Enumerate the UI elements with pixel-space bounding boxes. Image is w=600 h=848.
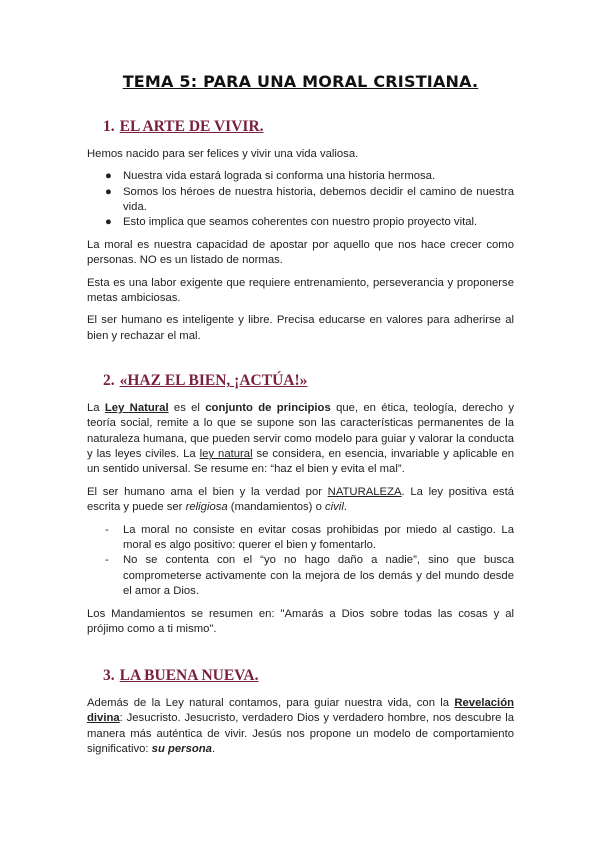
section-2-dash-list <box>87 523 514 600</box>
text-run: (mandamientos) o <box>227 501 325 514</box>
section-1-number: 1. <box>103 118 115 136</box>
section-3-number: 3. <box>103 667 115 685</box>
text-run: es el <box>168 401 206 414</box>
list-item-text: Nuestra vida estará lograda si conforma una historia hermosa. <box>123 170 436 183</box>
section-1-bullet-list <box>87 169 514 231</box>
section-1-title: EL ARTE DE VIVIR. <box>119 118 264 136</box>
dash-icon: - <box>105 523 109 536</box>
text-run: . La ley positiva está escrita y puede ser <box>87 485 514 514</box>
text-run: se considera, en esencia, invariable y aplicable en un sentido universal. Se resume en: “haz el bien y evita el mal”. <box>87 447 515 476</box>
section-1-intro: Hemos nacido para ser felices y vivir una vida valiosa. <box>87 147 359 160</box>
bullet-icon: ● <box>105 216 112 229</box>
list-item <box>87 215 514 230</box>
document-page <box>87 74 514 764</box>
list-item-text: No se contenta con el “yo no hago daño a nadie”, sino que busca comprometerse activamente con la mejora de los demás y del mundo desde el amor a Dios. <box>123 554 514 598</box>
term-conjunto-de-principios: conjunto de principios <box>205 401 331 414</box>
section-3-heading <box>87 668 514 683</box>
term-religiosa: religiosa <box>185 501 228 514</box>
section-1-heading <box>87 119 514 134</box>
list-item <box>87 553 514 599</box>
section-2-heading <box>87 373 514 388</box>
list-item <box>87 169 514 184</box>
term-ley-natural-lower: ley natural <box>199 447 253 460</box>
text-run: La <box>87 401 105 414</box>
text-run: que, en ética, teología, derecho y teoría social, remite a lo que se supone son las características permanentes de la naturaleza humana, que pueden servir como modelo para guiar y valorar la conducta y las leyes civiles. La <box>87 401 514 460</box>
section-1-paragraph-ser-humano: El ser humano es inteligente y libre. Precisa educarse en valores para adherirse al bien y rechazar el mal. <box>87 314 514 342</box>
list-item-text: La moral no consiste en evitar cosas prohibidas por miedo al castigo. La moral es algo positivo: querer el bien y fomentarlo. <box>123 523 514 551</box>
term-ley-natural: Ley Natural <box>104 401 169 414</box>
section-1-paragraph-moral: La moral es nuestra capacidad de apostar por aquello que nos hace crecer como personas. NO es un listado de normas. <box>87 238 514 267</box>
section-2-paragraph-ley-natural <box>87 401 514 478</box>
dash-icon: - <box>105 554 109 567</box>
text-run: Además de la Ley natural contamos, para guiar nuestra vida, con la <box>87 696 455 709</box>
term-su-persona: su persona <box>151 743 212 755</box>
text-run: . <box>211 743 216 755</box>
bullet-icon: ● <box>105 170 112 183</box>
list-item-text: Esto implica que seamos coherentes con nuestro propio proyecto vital. <box>123 216 478 229</box>
term-civil: civil <box>325 501 344 514</box>
document-title: TEMA 5: PARA UNA MORAL CRISTIANA. <box>122 72 479 91</box>
bullet-icon: ● <box>105 185 112 198</box>
section-1-paragraph-labor: Esta es una labor exigente que requiere entrenamiento, perseverancia y proponerse metas ambiciosas. <box>87 276 514 305</box>
text-run: El ser humano ama el bien y la verdad por <box>87 485 328 498</box>
term-revelacion-divina: Revelación divina <box>87 696 514 725</box>
text-run: . <box>343 501 347 514</box>
section-3-title: LA BUENA NUEVA. <box>119 667 259 685</box>
section-2-number: 2. <box>103 372 115 390</box>
list-item <box>87 185 514 216</box>
section-2-paragraph-naturaleza <box>87 485 514 516</box>
term-naturaleza: NATURALEZA <box>327 485 402 498</box>
section-3-paragraph-revelacion <box>87 696 514 758</box>
list-item <box>87 523 514 554</box>
text-run: : Jesucristo. Jesucristo, verdadero Dios y verdadero hombre, nos descubre la manera más auténtica de vivir. Jesús nos propone un modelo de comportamiento significativo: <box>87 712 514 755</box>
list-item-text: Somos los héroes de nuestra historia, debemos decidir el camino de nuestra vida. <box>123 185 514 214</box>
section-2-paragraph-mandamientos: Los Mandamientos se resumen en: "Amarás a Dios sobre todas las cosas y al prójimo como a ti mismo". <box>87 607 514 635</box>
section-2-title: «HAZ EL BIEN, ¡ACTÚA!» <box>119 372 308 390</box>
